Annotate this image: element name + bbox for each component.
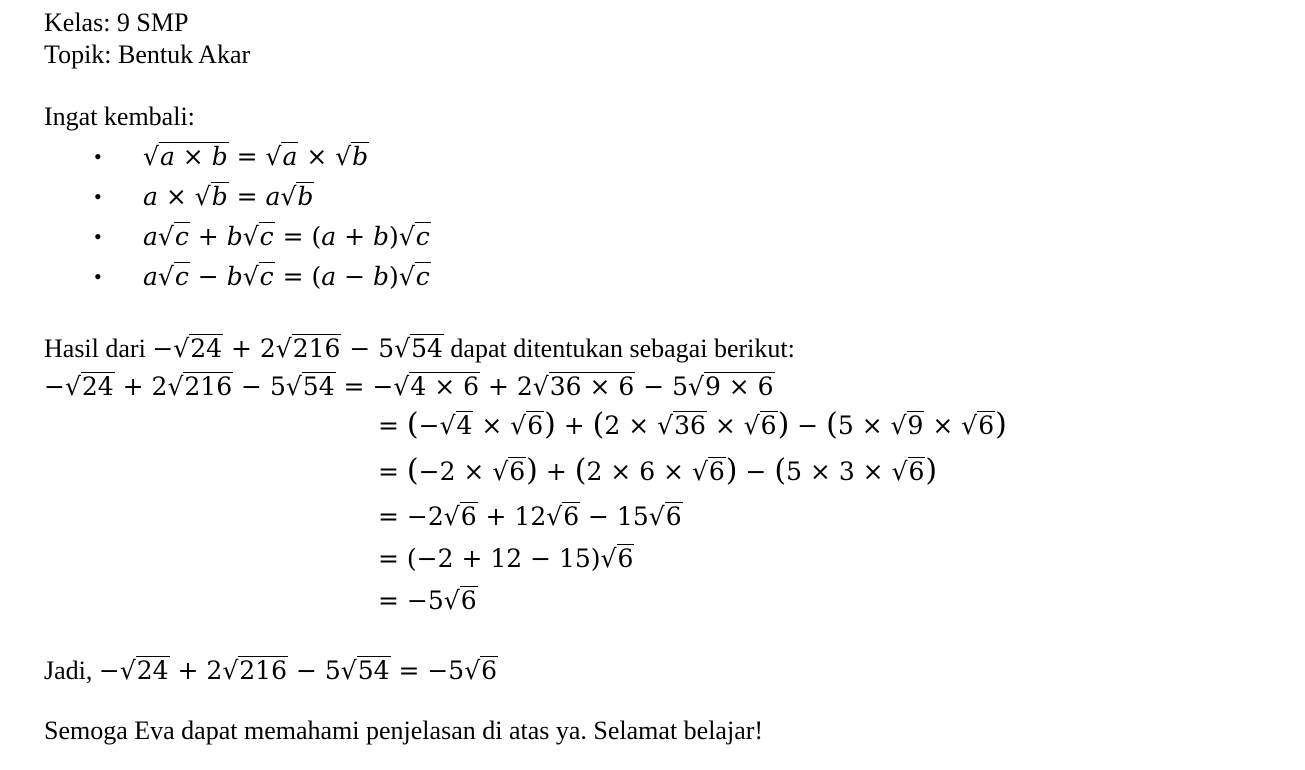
rule-product-of-roots: √a × b = √a × √b	[143, 142, 369, 171]
solution-step-5: = (−2 + 12 − 15)√6	[378, 544, 634, 573]
rule-addition: a√c + b√c = (a + b)√c	[143, 222, 430, 251]
conclusion: Jadi, −√24 + 2√216 − 5√54 = −5√6	[44, 656, 498, 685]
solution-step-6: = −5√6	[378, 586, 477, 615]
bullet-marker: •	[94, 264, 102, 289]
bullet-marker: •	[94, 224, 102, 249]
grade-label: Kelas: 9 SMP	[44, 8, 189, 37]
rule-coefficient: a × √b = a√b	[143, 182, 314, 211]
bullet-marker: •	[94, 184, 102, 209]
solution-step-3: = (−2 × √6) + (2 × 6 × √6) − (5 × 3 × √6)	[378, 453, 938, 488]
solution-step-4: = −2√6 + 12√6 − 15√6	[378, 502, 682, 531]
recall-title: Ingat kembali:	[44, 102, 195, 131]
bullet-marker: •	[94, 144, 102, 169]
problem-statement: Hasil dari −√24 + 2√216 − 5√54 dapat ditentukan sebagai berikut:	[44, 334, 795, 363]
closing-message: Semoga Eva dapat memahami penjelasan di atas ya. Selamat belajar!	[44, 716, 764, 745]
topic-label: Topik: Bentuk Akar	[44, 40, 251, 69]
solution-step-1: −√24 + 2√216 − 5√54 = −√4 × 6 + 2√36 × 6 − 5√9 × 6	[44, 372, 774, 401]
solution-step-2: = (−√4 × √6) + (2 × √36 × √6) − (5 × √9 × √6)	[378, 407, 1007, 442]
rule-subtraction: a√c − b√c = (a − b)√c	[143, 262, 430, 291]
